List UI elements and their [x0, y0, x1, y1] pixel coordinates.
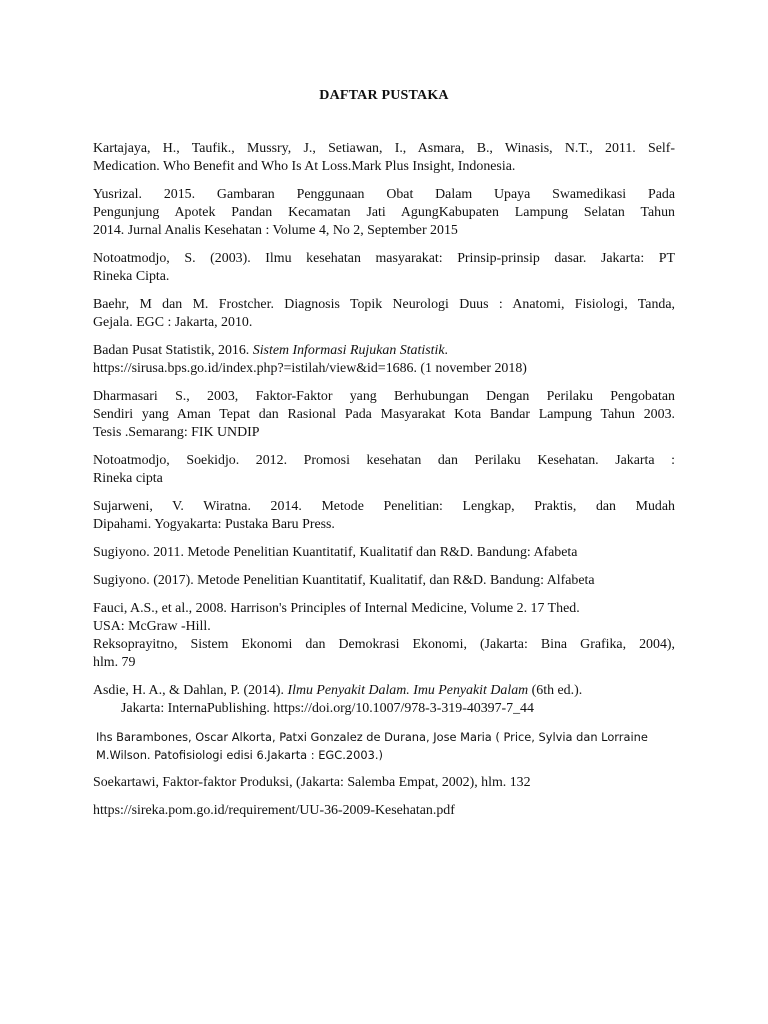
reference-text: (6th ed.). [528, 683, 583, 698]
reference-item [93, 342, 675, 378]
reference-item [93, 498, 675, 534]
reference-list [93, 140, 675, 830]
reference-line: Rineka cipta [93, 471, 163, 486]
reference-text: Asdie, H. A., & Dahlan, P. (2014). [93, 683, 288, 698]
reference-item [93, 682, 675, 718]
reference-line: Soekartawi, Faktor-faktor Produksi, (Jakarta: Salemba Empat, 2002), hlm. 132 [93, 775, 531, 790]
reference-line: https://sirusa.bps.go.id/index.php?=istilah/view&id=1686. (1 november 2018) [93, 361, 527, 376]
reference-item [93, 600, 675, 672]
reference-item [93, 388, 675, 442]
reference-line: USA: McGraw -Hill. [93, 619, 211, 634]
reference-item [93, 250, 675, 286]
reference-line: M.Wilson. Patofisiologi edisi 6.Jakarta : EGC.2003.) [96, 748, 383, 762]
reference-item [93, 296, 675, 332]
reference-line [93, 682, 675, 700]
reference-line: Jakarta: InternaPublishing. https://doi.org/10.1007/978-3-319-40397-7_44 [121, 701, 534, 716]
reference-line: Dharmasari S., 2003, Faktor-Faktor yang Berhubungan Dengan Perilaku Pengobatan [93, 389, 675, 404]
reference-line: Fauci, A.S., et al., 2008. Harrison's Principles of Internal Medicine, Volume 2. 17 Thed. [93, 601, 580, 616]
reference-line [93, 342, 675, 360]
reference-italic-title: Sistem Informasi Rujukan Statistik [252, 343, 445, 358]
reference-item [93, 544, 675, 562]
reference-italic-title: Ilmu Penyakit Dalam. Imu Penyakit Dalam [287, 683, 529, 698]
page-title: DAFTAR PUSTAKA [319, 88, 449, 103]
reference-item [93, 802, 675, 820]
reference-line: Notoatmodjo, S. (2003). Ilmu kesehatan masyarakat: Prinsip-prinsip dasar. Jakarta: PT [93, 251, 675, 266]
reference-item [93, 572, 675, 590]
reference-line: Sugiyono. (2017). Metode Penelitian Kuantitatif, Kualitatif, dan R&D. Bandung: Alfabeta [93, 573, 595, 588]
reference-item [93, 452, 675, 488]
reference-line: 2014. Jurnal Analis Kesehatan : Volume 4, No 2, September 2015 [93, 223, 458, 238]
reference-item [93, 186, 675, 240]
reference-line: Gejala. EGC : Jakarta, 2010. [93, 315, 253, 330]
reference-text: Badan Pusat Statistik, 2016. [93, 343, 253, 358]
reference-line: https://sireka.pom.go.id/requirement/UU-36-2009-Kesehatan.pdf [93, 803, 455, 818]
reference-item [93, 774, 675, 792]
reference-line: hlm. 79 [93, 655, 136, 670]
reference-line: Medication. Who Benefit and Who Is At Loss.Mark Plus Insight, Indonesia. [93, 159, 516, 174]
reference-line: Pengunjung Apotek Pandan Kecamatan Jati AgungKabupaten Lampung Selatan Tahun [93, 205, 675, 220]
reference-text: . [444, 343, 448, 358]
reference-item [93, 140, 675, 176]
reference-line: Kartajaya, H., Taufik., Mussry, J., Setiawan, I., Asmara, B., Winasis, N.T., 2011. Self- [93, 141, 675, 156]
reference-line: Yusrizal. 2015. Gambaran Penggunaan Obat Dalam Upaya Swamedikasi Pada [93, 187, 675, 202]
reference-line: Sujarweni, V. Wiratna. 2014. Metode Penelitian: Lengkap, Praktis, dan Mudah [93, 499, 675, 514]
reference-line: Tesis .Semarang: FIK UNDIP [93, 425, 260, 440]
reference-item [93, 728, 675, 764]
reference-line: Reksoprayitno, Sistem Ekonomi dan Demokrasi Ekonomi, (Jakarta: Bina Grafika, 2004), [93, 637, 675, 652]
reference-line: Sendiri yang Aman Tepat dan Rasional Pada Masyarakat Kota Bandar Lampung Tahun 2003. [93, 407, 675, 422]
reference-line: Baehr, M dan M. Frostcher. Diagnosis Topik Neurologi Duus : Anatomi, Fisiologi, Tanda, [93, 297, 675, 312]
reference-line: Ihs Barambones, Oscar Alkorta, Patxi Gonzalez de Durana, Jose Maria ( Price, Sylvia dan Lorraine [96, 730, 648, 744]
reference-line: Rineka Cipta. [93, 269, 170, 284]
reference-line: Dipahami. Yogyakarta: Pustaka Baru Press. [93, 517, 335, 532]
reference-line: Sugiyono. 2011. Metode Penelitian Kuantitatif, Kualitatif dan R&D. Bandung: Afabeta [93, 545, 578, 560]
reference-line: Notoatmodjo, Soekidjo. 2012. Promosi kesehatan dan Perilaku Kesehatan. Jakarta : [93, 453, 675, 468]
